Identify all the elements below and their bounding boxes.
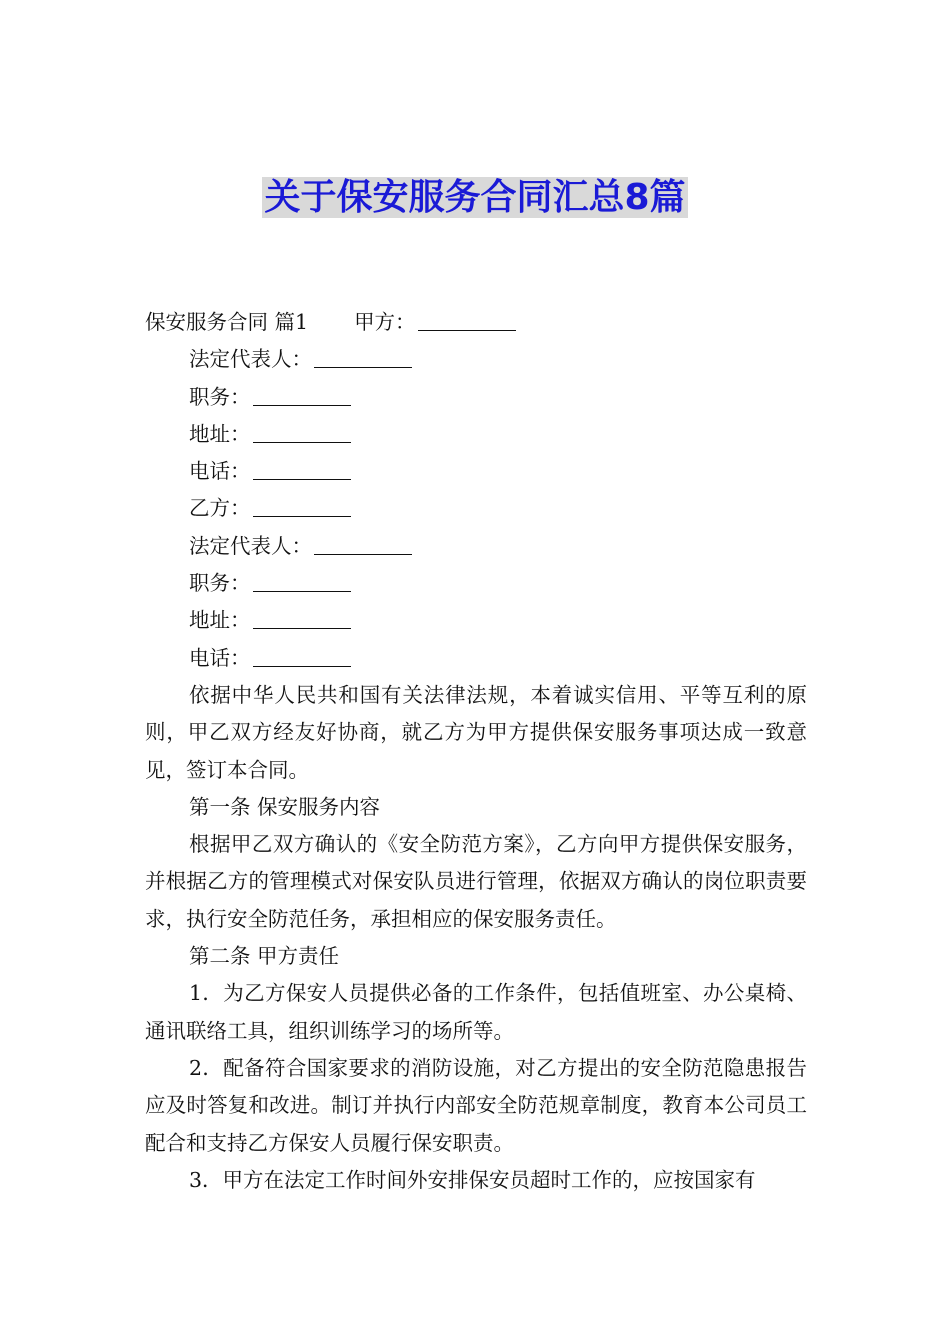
field-label: 地址： [189, 608, 251, 633]
field-label: 法定代表人： [189, 347, 312, 372]
document-title-text: 关于保安服务合同汇总8篇 [264, 177, 686, 218]
party-b-field-address [145, 602, 807, 639]
contract-heading: 保安服务合同 篇1 [145, 310, 309, 334]
preamble-paragraph: 依据中华人民共和国有关法律法规，本着诚实信用、平等互利的原则，甲乙双方经友好协商，就乙方为甲方提供保安服务事项达成一致意见，签订本合同。 [145, 682, 807, 782]
field-blank [253, 457, 351, 480]
party-b-blank [253, 494, 351, 517]
field-blank [253, 606, 351, 629]
field-label: 电话： [189, 459, 251, 484]
party-a-blank [418, 308, 516, 331]
document-body [145, 304, 807, 1199]
party-b-label: 乙方： [189, 496, 251, 521]
party-b-field-representative [145, 528, 807, 565]
party-a-field-phone [145, 453, 807, 490]
party-a-label: 甲方： [354, 310, 416, 334]
field-label: 职务： [189, 571, 251, 596]
field-label: 职务： [189, 384, 251, 409]
field-label: 地址： [189, 421, 251, 446]
party-b-line [145, 490, 807, 527]
article-1-heading: 第一条 保安服务内容 [189, 794, 381, 819]
field-blank [253, 644, 351, 667]
party-b-field-phone [145, 640, 807, 677]
article-2-item-3: 3．甲方在法定工作时间外安排保安员超时工作的，应按国家有 [189, 1167, 756, 1192]
field-label: 电话： [189, 645, 251, 670]
field-blank [253, 420, 351, 443]
field-label: 法定代表人： [189, 533, 312, 558]
field-blank [314, 345, 412, 368]
article-2-item-2: 2．配备符合国家要求的消防设施，对乙方提出的安全防范隐患报告应及时答复和改进。制订并执行内部安全防范规章制度，教育本公司员工配合和支持乙方保安人员履行保安职责。 [145, 1055, 807, 1155]
field-blank [314, 532, 412, 555]
field-blank [253, 569, 351, 592]
article-1-paragraph: 根据甲乙双方确认的《安全防范方案》，乙方向甲方提供保安服务，并根据乙方的管理模式对保安队员进行管理，依据双方确认的岗位职责要求，执行安全防范任务，承担相应的保安服务责任。 [145, 832, 807, 931]
party-a-field-address [145, 416, 807, 453]
article-2-item-1: 1．为乙方保安人员提供必备的工作条件，包括值班室、办公桌椅、通讯联络工具，组织训练学习的场所等。 [145, 981, 807, 1043]
party-b-field-position [145, 565, 807, 602]
document-title [0, 173, 950, 223]
party-a-field-position [145, 379, 807, 416]
field-blank [253, 383, 351, 406]
article-2-heading: 第二条 甲方责任 [189, 944, 340, 969]
party-a-field-representative [145, 341, 807, 378]
contract-heading-line [145, 304, 807, 341]
